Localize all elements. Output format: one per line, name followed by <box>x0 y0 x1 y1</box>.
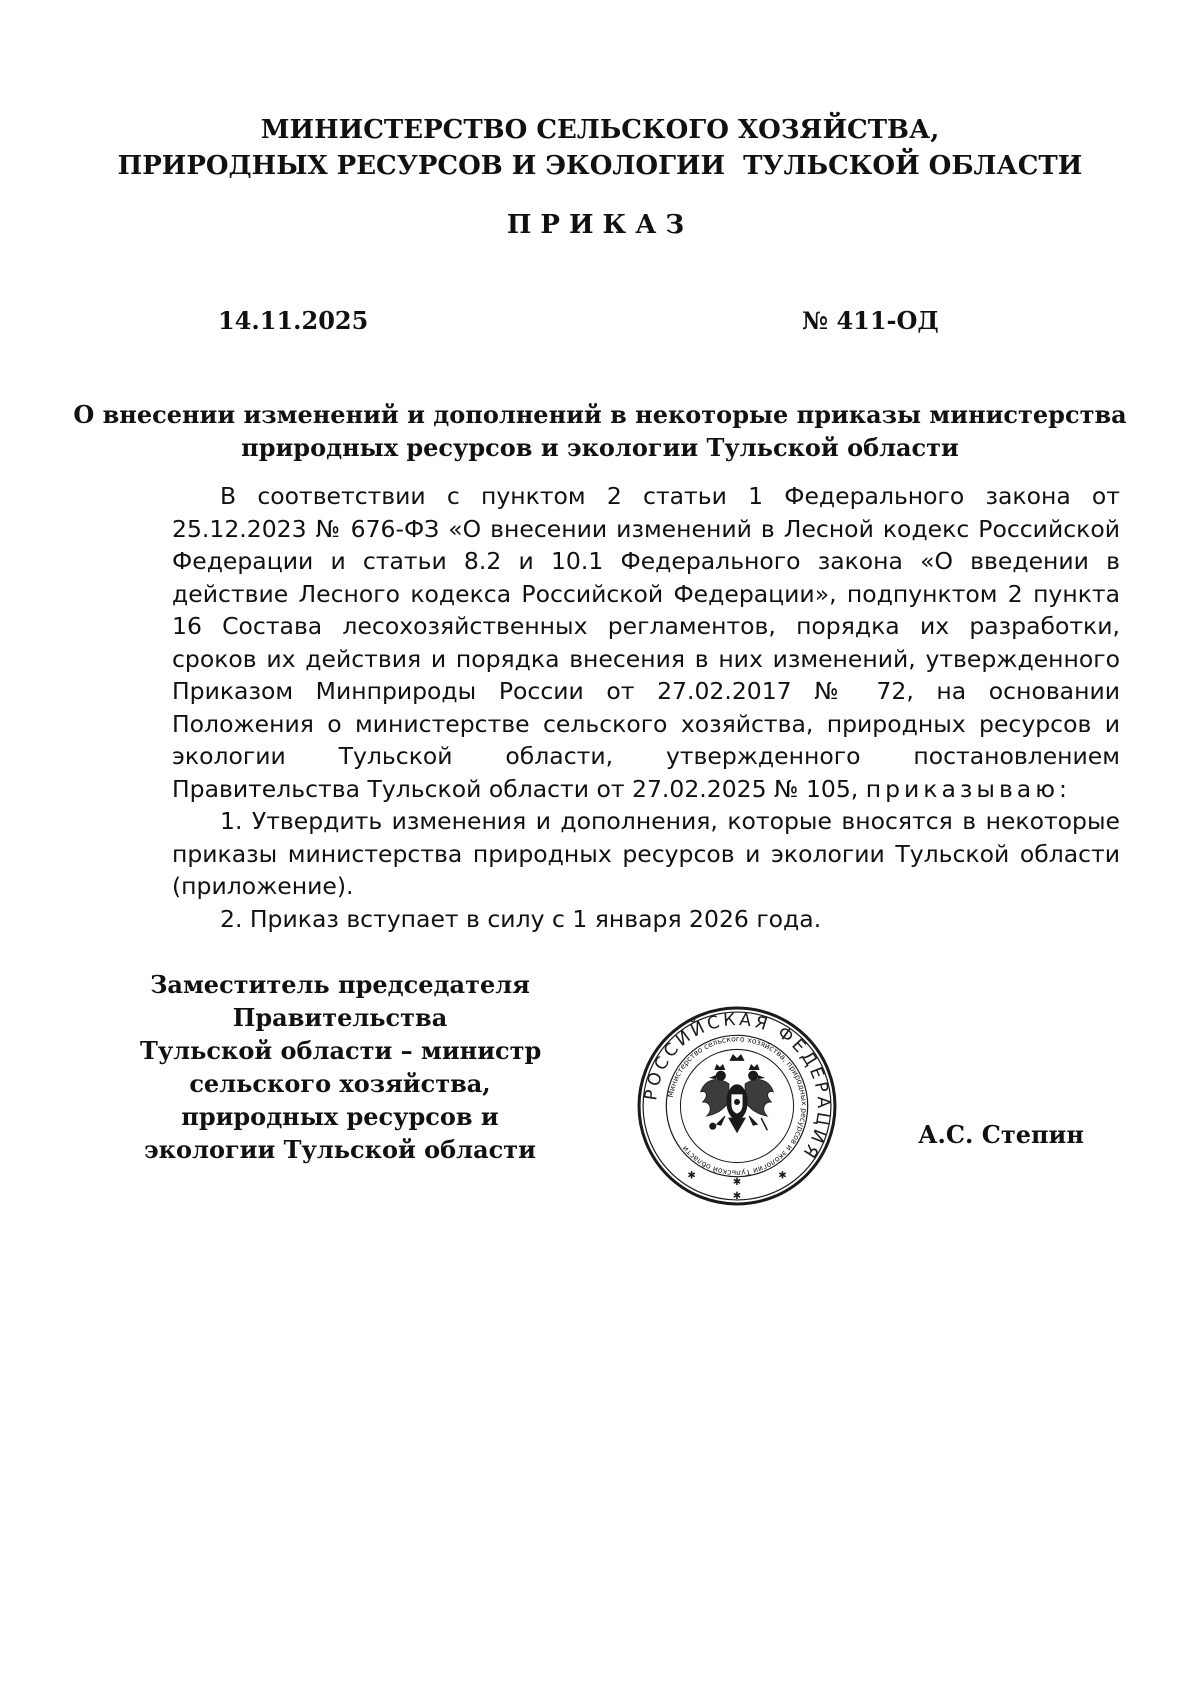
order-subject-line1: О внесении изменений и дополнений в некоторые приказы министерства <box>73 400 1127 429</box>
stamp-inner-text: Министерство сельского хозяйства, природных ресурсов и экологии Тульской области <box>665 1034 809 1178</box>
stamp-outer-text: РОССИЙСКАЯ ФЕДЕРАЦИЯ <box>641 1009 833 1164</box>
order-subject-line2: природных ресурсов и экологии Тульской области <box>241 433 959 462</box>
order-item-2: 2. Приказ вступает в силу с 1 января 2026 года. <box>220 904 822 933</box>
order-title: ПРИКАЗ <box>506 210 694 240</box>
preamble-paragraph <box>172 480 1120 805</box>
double-headed-eagle-icon <box>701 1054 774 1132</box>
ministry-header <box>0 112 1200 184</box>
ministry-header-line2: ПРИРОДНЫХ РЕСУРСОВ И ЭКОЛОГИИ ТУЛЬСКОЙ ОБЛАСТИ <box>117 151 1083 181</box>
svg-text:✱: ✱ <box>687 1170 696 1182</box>
order-date: 14.11.2025 <box>218 306 369 335</box>
signer-line5: природных ресурсов и <box>181 1102 499 1131</box>
signer-line6: экологии Тульской области <box>144 1135 536 1164</box>
order-subject <box>0 398 1200 464</box>
signer-line4: сельского хозяйства, <box>189 1069 491 1098</box>
preamble-text: В соответствии с пунктом 2 статьи 1 Федерального закона от 25.12.2023 № 676-ФЗ «О внесении изменений в Лесной кодекс Российской Федерации и статьи 8.2 и 10.1 Федерального закона «О введении в действие Лесного кодекса Российской Федерации», подпунктом 2 пункта 16 Состава лесохозяйственных регламентов, порядка их разработки, сроков их действия и порядка внесения в них изменений, утвержденного Приказом Минприроды России от 27.02.2017 № 72, на основании Положения о министерстве сельского хозяйства, природных ресурсов и экологии Тульской области, утвержденного постановлением Правительства Тульской области от 27.02.2025 № 105, <box>172 482 1120 803</box>
signer-position <box>140 968 540 1166</box>
ministry-header-line1: МИНИСТЕРСТВО СЕЛЬСКОГО ХОЗЯЙСТВА, <box>260 115 940 145</box>
svg-text:✱: ✱ <box>732 1190 742 1202</box>
signer-line3: Тульской области – министр <box>140 1036 542 1065</box>
order-number: № 411-ОД <box>802 306 939 335</box>
signer-line2: Правительства <box>232 1003 448 1032</box>
svg-text:✱: ✱ <box>732 1176 742 1188</box>
signer-line1: Заместитель председателя <box>150 970 530 999</box>
order-item-1: 1. Утвердить изменения и дополнения, которые вносятся в некоторые приказы министерства природных ресурсов и экологии Тульской области (приложение). <box>172 807 1120 900</box>
prikazyvayu-word: приказываю: <box>865 774 1071 803</box>
svg-text:✱: ✱ <box>778 1170 787 1182</box>
signatory-name: А.С. Степин <box>918 1120 1084 1149</box>
official-seal-stamp <box>636 1005 838 1207</box>
order-body <box>172 480 1120 935</box>
